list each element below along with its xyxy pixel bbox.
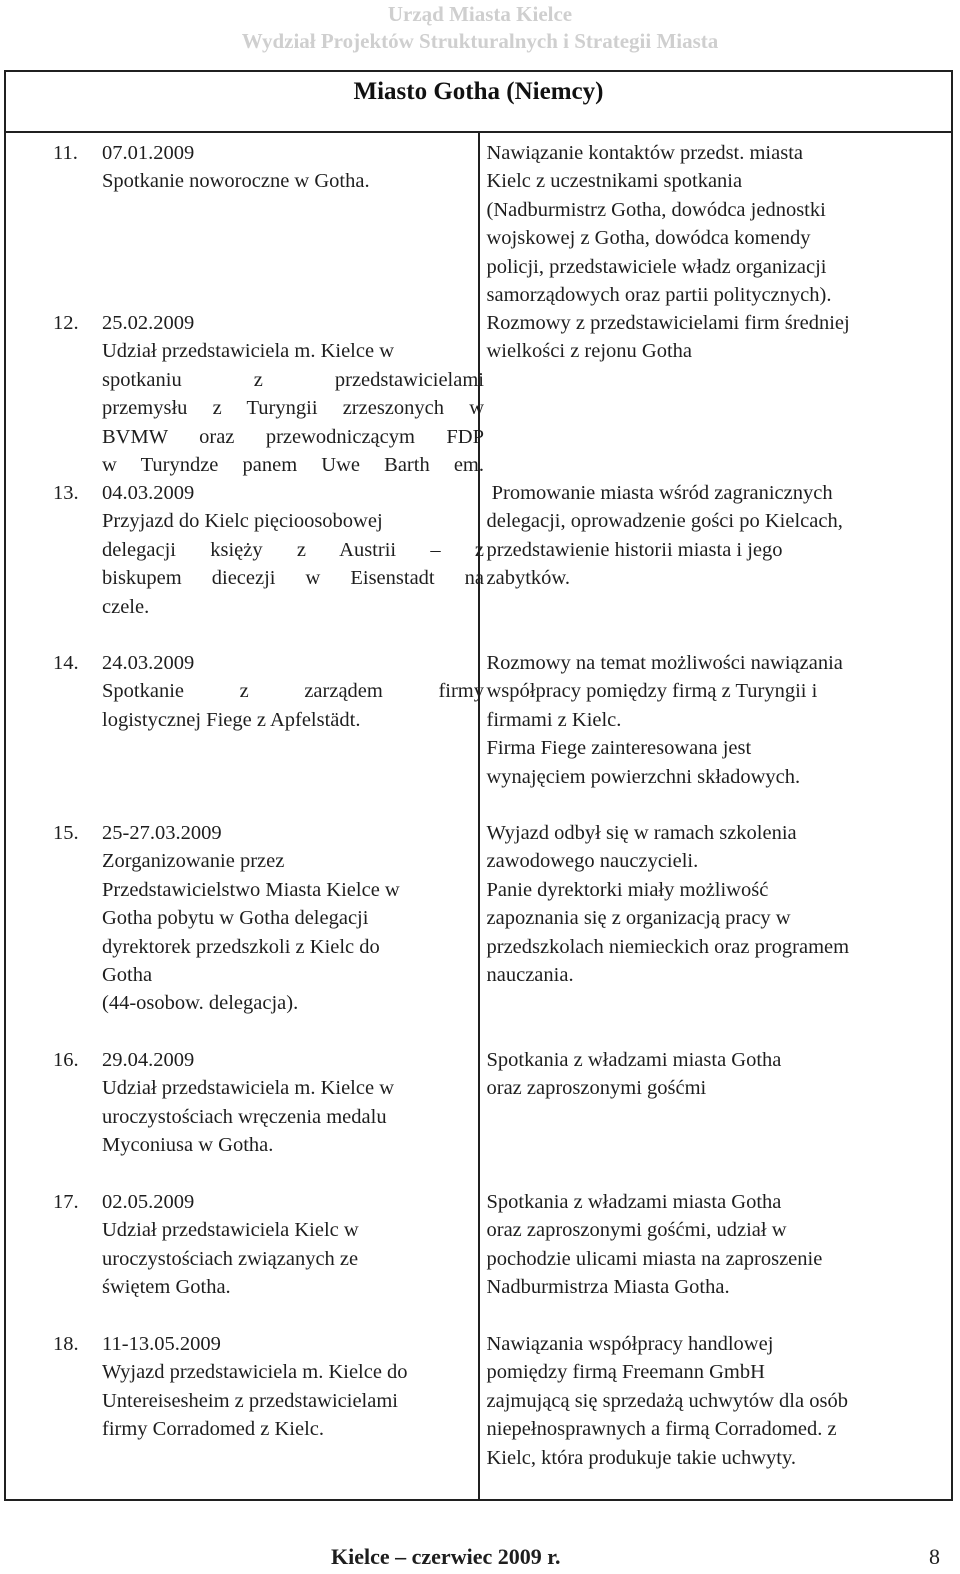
event-line: uroczystościach wręczenia medalu: [102, 1105, 387, 1128]
outcome-line: Firma Fiege zainteresowana jest: [486, 737, 752, 760]
outcome-line: Nawiązanie kontaktów przedst. miasta: [486, 142, 803, 164]
event-line: świętem Gotha.: [102, 1276, 231, 1299]
event-date: 29.04.2009: [102, 1049, 195, 1071]
outcome-line: przedszkolach niemieckich oraz programem: [486, 935, 850, 958]
outcome-line: (Nadburmistrz Gotha, dowódca jednostki: [486, 198, 826, 221]
event-date: 25.02.2009: [102, 312, 195, 334]
event-line: BVMW oraz przewodniczącym FDP: [102, 425, 484, 448]
header-office-name: Urząd Miasta Kielce: [387, 2, 573, 26]
outcome-line: delegacji, oprowadzenie gości po Kielcach,: [486, 510, 843, 533]
event-description: [102, 649, 484, 734]
footer-place-date: Kielce – czerwiec 2009 r.: [331, 1544, 561, 1569]
event-line: Gotha pobytu w Gotha delegacji: [102, 907, 369, 930]
event-date: 04.03.2009: [102, 482, 195, 504]
event-line: przemysłu z Turyngii zrzeszonych w: [102, 397, 484, 420]
outcome-line: wynajęciem powierzchni składowych.: [486, 765, 801, 788]
row-number: 18.: [53, 1333, 79, 1355]
outcome-line: Spotkania z władzami miasta Gotha: [486, 1191, 782, 1213]
event-line: Untereisesheim z przedstawicielami: [102, 1389, 398, 1412]
event-date: 25-27.03.2009: [102, 822, 222, 844]
event-description: [102, 139, 484, 196]
outcome-line: wojskowej z Gotha, dowódca komendy: [486, 227, 811, 250]
outcome-line: Wyjazd odbył się w ramach szkolenia: [486, 822, 797, 844]
event-line: Przyjazd do Kielc pięcioosobowej: [102, 510, 383, 533]
outcome-description: [487, 479, 937, 593]
outcome-description: [487, 1330, 937, 1472]
event-line: w Turyndze panem Uwe Barth em.: [102, 454, 484, 477]
event-line: Spotkanie z zarządem firmy: [102, 680, 484, 703]
outcome-line: nauczania.: [486, 964, 574, 987]
outcome-line: przedstawienie historii miasta i jego: [486, 538, 783, 561]
outcome-line: Spotkania z władzami miasta Gotha: [486, 1049, 782, 1071]
row-number: 13.: [53, 482, 79, 504]
event-line: biskupem diecezji w Eisenstadt na: [102, 567, 484, 590]
outcome-line: samorządowych oraz partii politycznych).: [486, 284, 832, 307]
outcome-line: Panie dyrektorki miały możliwość: [486, 878, 769, 901]
event-description: [102, 309, 484, 479]
event-line: uroczystościach związanych ze: [102, 1247, 359, 1270]
event-description: [102, 1188, 484, 1302]
outcome-line: zajmującą się sprzedażą uchwytów dla osób: [486, 1389, 848, 1412]
event-date: 24.03.2009: [102, 652, 195, 674]
row-number: 11.: [53, 142, 78, 164]
event-description: [102, 1330, 484, 1444]
outcome-line: współpracy pomiędzy firmą z Turyngii i: [486, 680, 818, 703]
event-line: Myconiusa w Gotha.: [102, 1134, 274, 1157]
row-number: 15.: [53, 822, 79, 844]
outcome-description: [487, 1046, 937, 1103]
event-line: Wyjazd przedstawiciela m. Kielce do: [102, 1361, 408, 1384]
outcome-line: zabytków.: [486, 567, 570, 590]
outcome-line: firmami z Kielc.: [486, 708, 622, 731]
outcome-description: [487, 1188, 937, 1302]
event-description: [102, 479, 484, 621]
event-date: 07.01.2009: [102, 142, 195, 164]
outcome-line: policji, przedstawiciele władz organizacji: [486, 255, 827, 278]
outcome-line: oraz zaproszonymi gośćmi, udział w: [486, 1219, 787, 1242]
row-number: 12.: [53, 312, 79, 334]
outcome-line: Nawiązania współpracy handlowej: [486, 1333, 774, 1355]
event-date: 02.05.2009: [102, 1191, 195, 1213]
event-line: firmy Corradomed z Kielc.: [102, 1418, 325, 1441]
outcome-description: [487, 649, 937, 791]
event-line: spotkaniu z przedstawicielami: [102, 368, 484, 391]
outcome-line: pomiędzy firmą Freemann GmbH: [486, 1361, 765, 1384]
page-number: 8: [929, 1544, 940, 1569]
outcome-line: pochodzie ulicami miasta na zaproszenie: [486, 1247, 823, 1270]
event-line: logistycznej Fiege z Apfelstädt.: [102, 708, 361, 731]
event-line: Udział przedstawiciela m. Kielce w: [102, 340, 394, 363]
outcome-line: Nadburmistrza Miasta Gotha.: [486, 1276, 730, 1299]
outcome-line: Kielc, która produkuje takie uchwyty.: [486, 1446, 796, 1469]
event-line: delegacji księży z Austrii – z: [102, 538, 484, 561]
outcome-line: Rozmowy na temat możliwości nawiązania: [486, 652, 843, 674]
outcome-line: Rozmowy z przedstawicielami firm średniej: [486, 312, 850, 334]
outcome-line: zapoznania się z organizacją pracy w: [486, 907, 791, 930]
outcome-line: Kielc z uczestnikami spotkania: [486, 170, 743, 193]
row-number: 16.: [53, 1049, 79, 1071]
header-department-name: Wydział Projektów Strukturalnych i Strategii Miasta: [241, 29, 719, 53]
outcome-line: wielkości z rejonu Gotha: [486, 340, 693, 363]
events-table: [4, 70, 953, 1501]
events-column: [5, 132, 484, 1500]
outcome-line: zawodowego nauczycieli.: [486, 850, 699, 873]
outcome-line: Promowanie miasta wśród zagranicznych: [486, 482, 833, 504]
event-line: Udział przedstawiciela Kielc w: [102, 1219, 359, 1242]
event-line: Spotkanie noworoczne w Gotha.: [102, 170, 370, 193]
outcome-line: niepełnosprawnych a firmą Corradomed. z: [486, 1418, 837, 1441]
event-description: [102, 819, 484, 1018]
event-description: [102, 1046, 484, 1160]
event-line: Gotha: [102, 964, 153, 987]
row-number: 14.: [53, 652, 79, 674]
event-date: 11-13.05.2009: [102, 1333, 221, 1355]
table-title: Miasto Gotha (Niemcy): [5, 71, 952, 132]
outcome-line: oraz zaproszonymi gośćmi: [486, 1077, 707, 1100]
outcome-description: [487, 309, 937, 366]
outcomes-column: [479, 132, 953, 1500]
event-line: Zorganizowanie przez: [102, 850, 285, 873]
outcome-description: [487, 819, 937, 989]
event-line: Udział przedstawiciela m. Kielce w: [102, 1077, 394, 1100]
event-line: Przedstawicielstwo Miasta Kielce w: [102, 878, 400, 901]
event-line: (44-osobow. delegacja).: [102, 992, 299, 1015]
event-line: dyrektorek przedszkoli z Kielc do: [102, 935, 380, 958]
row-number: 17.: [53, 1191, 79, 1213]
outcome-description: [487, 139, 937, 309]
event-line: czele.: [102, 595, 150, 618]
